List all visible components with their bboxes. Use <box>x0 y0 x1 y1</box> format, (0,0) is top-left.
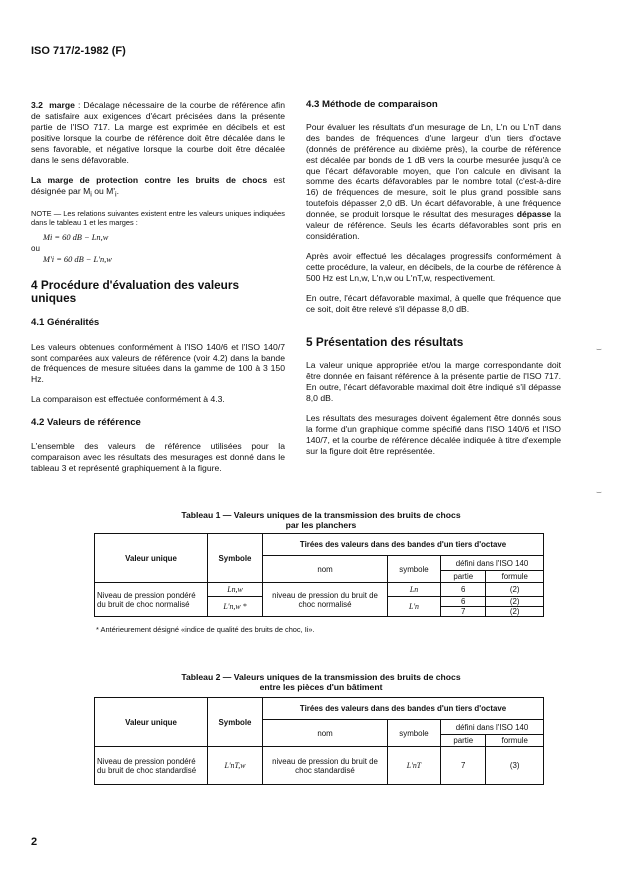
marge-bold: La marge de protection contre les bruits de chocs <box>31 175 268 186</box>
marge-sub1: i <box>90 191 92 200</box>
caption-line: entre les pièces d'un bâtiment <box>259 682 383 692</box>
marge-sub2: i <box>114 191 117 200</box>
table2-caption <box>96 672 546 692</box>
table1-footnote: * Antérieurement désigné «indice de qualité des bruits de choc, Ii». <box>96 625 315 634</box>
section-4-3-title: 4.3 Méthode de comparaison <box>306 99 438 110</box>
table-2 <box>94 697 544 785</box>
td-sym1: Ln,w <box>208 583 263 597</box>
td-p1: 6 <box>441 583 486 597</box>
section-4-3-p1 <box>306 122 561 242</box>
document-header: ISO 717/2-1982 (F) <box>31 45 126 57</box>
td-f: (3) <box>486 747 544 785</box>
td-p3: 7 <box>441 607 486 617</box>
th-defini: défini dans l'ISO 140 <box>441 556 544 571</box>
section-4-1-p1: Les valeurs obtenues conformément à l'ISO 140/6 et l'ISO 140/7 sont comparées aux valeurs de référence (voir 4.2) dans la bande de fréquences de mesure situées dans la gamme de 100 à 3 150 Hz. <box>31 341 285 385</box>
term-marge: marge <box>49 100 75 110</box>
page-number: 2 <box>31 836 38 848</box>
td-f1: (2) <box>486 583 544 597</box>
margin-mark: ⌣ <box>596 344 602 354</box>
text-run: Pour évaluer les résultats d'un mesurage de Ln, L'n ou L'nT dans des bandes de fréquences d'une largeur d'un tiers d'octave (donnés de préférence au dixième près), la courbe de référence est décalée par bonds de 1 dB vers la courbe mesurée jusqu'à ce que l'écart défavorable moyen, que l'on calcule en divisant la somme des écarts défavorables par le nombre total (c'est-à-dire 16) de fréquences de mesure, soit le plus grand possible sans toutefois dépasser 2,0 dB. Un écart défavorable, à une fréquence donnée, se produit lorsque le résultat des mesurages <box>306 121 561 220</box>
td-valeur: Niveau de pression pondéré du bruit de choc normalisé <box>95 583 208 617</box>
th-partie: partie <box>441 571 486 583</box>
td-p2: 6 <box>441 597 486 607</box>
marge-paragraph <box>31 175 285 201</box>
th-defini: défini dans l'ISO 140 <box>441 720 544 735</box>
section-4-3-p3: En outre, l'écart défavorable maximal, à quelle que fréquence que ce soit, doit être relevé s'il dépasse 8,0 dB. <box>306 292 561 314</box>
section-5-title: 5 Présentation des résultats <box>306 335 464 350</box>
section-number: 3.2 <box>31 100 43 110</box>
text-run: la valeur de référence. Seuls les écarts défavorables sont pris en considération. <box>306 209 561 241</box>
td-valeur: Niveau de pression pondéré du bruit de choc standardisé <box>95 747 208 785</box>
th-nom: nom <box>263 556 388 583</box>
th-nom: nom <box>263 720 388 747</box>
th-valeur: Valeur unique <box>95 698 208 747</box>
th-tirees: Tirées des valeurs dans des bandes d'un tiers d'octave <box>263 698 544 720</box>
td-f3: (2) <box>486 607 544 617</box>
section-4-2-title: 4.2 Valeurs de référence <box>31 417 141 429</box>
section-4-1-title: 4.1 Généralités <box>31 316 100 328</box>
caption-line: par les planchers <box>285 520 357 530</box>
td-nom: niveau de pression du bruit de choc normalisé <box>263 583 388 617</box>
td-p: 7 <box>441 747 486 785</box>
marge-end: . <box>116 186 119 197</box>
th-formule: formule <box>486 735 544 747</box>
th-symbole2: symbole <box>388 720 441 747</box>
table-1 <box>94 533 544 617</box>
section-3-2 <box>31 100 285 165</box>
marge-ou: ou M' <box>91 186 115 197</box>
td-sym2: L'n,w * <box>208 597 263 617</box>
section-4-3-p2: Après avoir effectué les décalages progressifs conformément à cette procédure, la valeur, en décibels, de la courbe de référence à 500 Hz est Ln,w, L'n,w ou L'nT,w, respectivement. <box>306 250 561 283</box>
td-nom: niveau de pression du bruit de choc standardisé <box>263 747 388 785</box>
formula-or: ou <box>31 243 40 253</box>
th-tirees: Tirées des valeurs dans des bandes d'un tiers d'octave <box>263 534 544 556</box>
caption-line: Tableau 2 — Valeurs uniques de la transmission des bruits de chocs <box>181 672 461 682</box>
th-symbole2: symbole <box>388 556 441 583</box>
note: NOTE — Les relations suivantes existent entre les valeurs uniques indiquées dans le tableau 1 et les marges : <box>31 208 285 228</box>
td-s: L'nT <box>388 747 441 785</box>
th-partie: partie <box>441 735 486 747</box>
table1-caption <box>96 510 546 530</box>
margin-mark: ⌣ <box>596 487 602 497</box>
section-4-title: 4 Procédure d'évaluation des valeurs uniques <box>31 277 240 305</box>
depasse-bold: dépasse <box>516 209 552 220</box>
section-4-2-p: L'ensemble des valeurs de référence utilisées pour la comparaison avec les résultats des mesurages est donné dans le tableau 3 et représenté graphiquement à la figure. <box>31 441 285 473</box>
marge-rest: est désignée par M <box>31 175 285 197</box>
td-sym: L'nT,w <box>208 747 263 785</box>
td-s1: Ln <box>388 583 441 597</box>
formula-1: Mi = 60 dB − Ln,w <box>43 232 109 242</box>
left-column <box>31 100 285 474</box>
section-5-p1: La valeur unique appropriée et/ou la marge correspondante doit être donnée en faisant référence à la présente partie de l'ISO 717. En outre, l'écart défavorable maximal doit être indiqué s'il dépasse 8,0 dB. <box>306 360 561 404</box>
th-valeur: Valeur unique <box>95 534 208 583</box>
section-5-p2: Les résultats des mesurages doivent également être donnés sous la forme d'un graphique comme spécifié dans l'ISO 140/6 et l'ISO 140/7, et la courbe de référence décalée indiquée à titre d'exemple sur la figure doit être représentée. <box>306 413 561 456</box>
th-formule: formule <box>486 571 544 583</box>
td-f2: (2) <box>486 597 544 607</box>
td-s2: L'n <box>388 597 441 617</box>
caption-line: Tableau 1 — Valeurs uniques de la transmission des bruits de chocs <box>181 510 461 520</box>
formula-2: M'i = 60 dB − L'n,w <box>43 254 112 264</box>
right-column <box>306 100 561 457</box>
section-4-1-p2: La comparaison est effectuée conformément à 4.3. <box>31 394 225 405</box>
th-symbole: Symbole <box>208 698 263 747</box>
definition-text: : Décalage nécessaire de la courbe de référence afin de satisfaire aux exigences d'écart précisées dans la présente partie de l'ISO 717. La marge est exprimée en décibels et est positive lorsque la courbe de référence doit être décalée dans le sens favorable, et négative lorsque la courbe doit être décalée dans le sens défavorable. <box>31 100 285 165</box>
th-symbole: Symbole <box>208 534 263 583</box>
